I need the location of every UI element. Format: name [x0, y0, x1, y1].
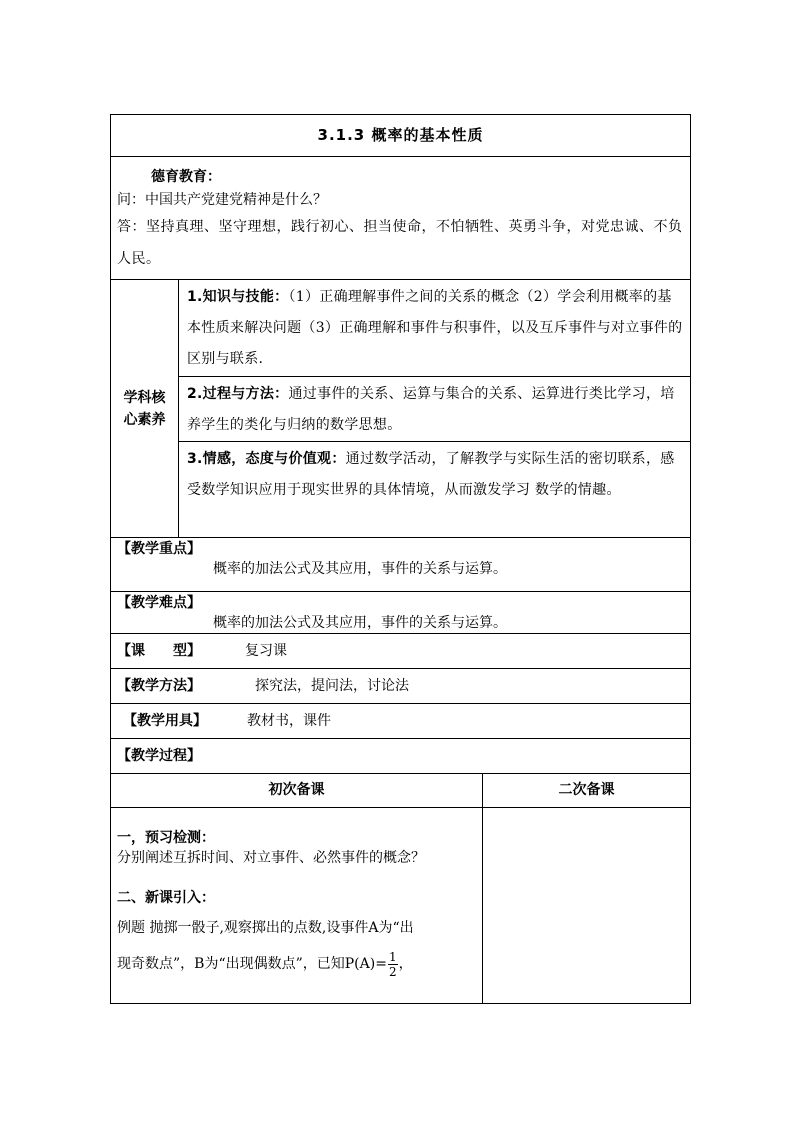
- section-preview-text: 分别阐述互拆时间、对立事件、必然事件的概念？: [117, 850, 425, 866]
- example-line-1: 例题 抛掷一骰子,观察掷出的点数,设事件A为“出: [117, 920, 414, 936]
- difficulty-row: [111, 592, 691, 634]
- moral-label: 德育教育：: [151, 169, 221, 185]
- goal-process: 2.过程与方法：通过事件的关系、运算与集合的关系、运算进行类比学习，培养学生的类化与归纳的数学思想。: [179, 377, 691, 442]
- methods-label: 【教学方法】: [117, 678, 201, 694]
- example-line-2: 现奇数点”，B为“出现偶数点”，已知P(A)= $\frac{1}{2}$ ，: [117, 949, 413, 979]
- fraction-one-half: $\frac{1}{2}$: [388, 949, 397, 979]
- moral-education-section: [111, 157, 691, 280]
- first-prep-content: [111, 808, 483, 1004]
- second-prep-content: [483, 808, 691, 1004]
- lesson-plan: [110, 114, 690, 1004]
- lesson-table: [110, 114, 691, 1004]
- key-point-row: [111, 538, 691, 592]
- methods-row: [111, 669, 691, 704]
- section-new-lesson: 二、新课引入：: [117, 890, 215, 906]
- column-second-prep: 二次备课: [483, 774, 691, 808]
- moral-answer: 答：坚持真理、坚守理想，践行初心、担当使命，不怕牺牲、英勇斗争，对党忠诚、不负人民。: [117, 219, 683, 267]
- column-first-prep: 初次备课: [111, 774, 483, 808]
- process-row: [111, 739, 691, 774]
- goal-attitude: 3.情感，态度与价值观：通过数学活动，了解教学与实际生活的密切联系，感受数学知识应用于现实世界的具体情境，从而激发学习 数学的情趣。: [179, 442, 691, 538]
- core-literacy-label: 学科核 心素养: [111, 280, 179, 538]
- key-point-text: 概率的加法公式及其应用，事件的关系与运算。: [213, 561, 507, 577]
- goal-knowledge: 1.知识与技能：（1）正确理解事件之间的关系的概念（2）学会利用概率的基本性质来解决问题（3）正确理解和事件与积事件，以及互斥事件与对立事件的区别与联系.: [179, 280, 691, 377]
- lesson-type-text: 复习课: [245, 643, 287, 659]
- methods-text: 探究法，提问法，讨论法: [255, 678, 409, 694]
- lesson-type-label: 【课 型】: [117, 643, 201, 659]
- key-point-label: 【教学重点】: [117, 541, 201, 557]
- tools-row: [111, 704, 691, 739]
- lesson-type-row: [111, 634, 691, 669]
- tools-text: 教材书，课件: [247, 713, 331, 729]
- difficulty-label: 【教学难点】: [117, 595, 201, 611]
- page-title: 3.1.3 概率的基本性质: [111, 115, 691, 157]
- section-preview-check: 一，预习检测：: [117, 830, 215, 846]
- tools-label: 【教学用具】: [123, 713, 207, 729]
- moral-question: 问：中国共产党建党精神是什么？: [117, 192, 327, 208]
- difficulty-text: 概率的加法公式及其应用，事件的关系与运算。: [213, 615, 507, 631]
- process-label: 【教学过程】: [117, 748, 201, 764]
